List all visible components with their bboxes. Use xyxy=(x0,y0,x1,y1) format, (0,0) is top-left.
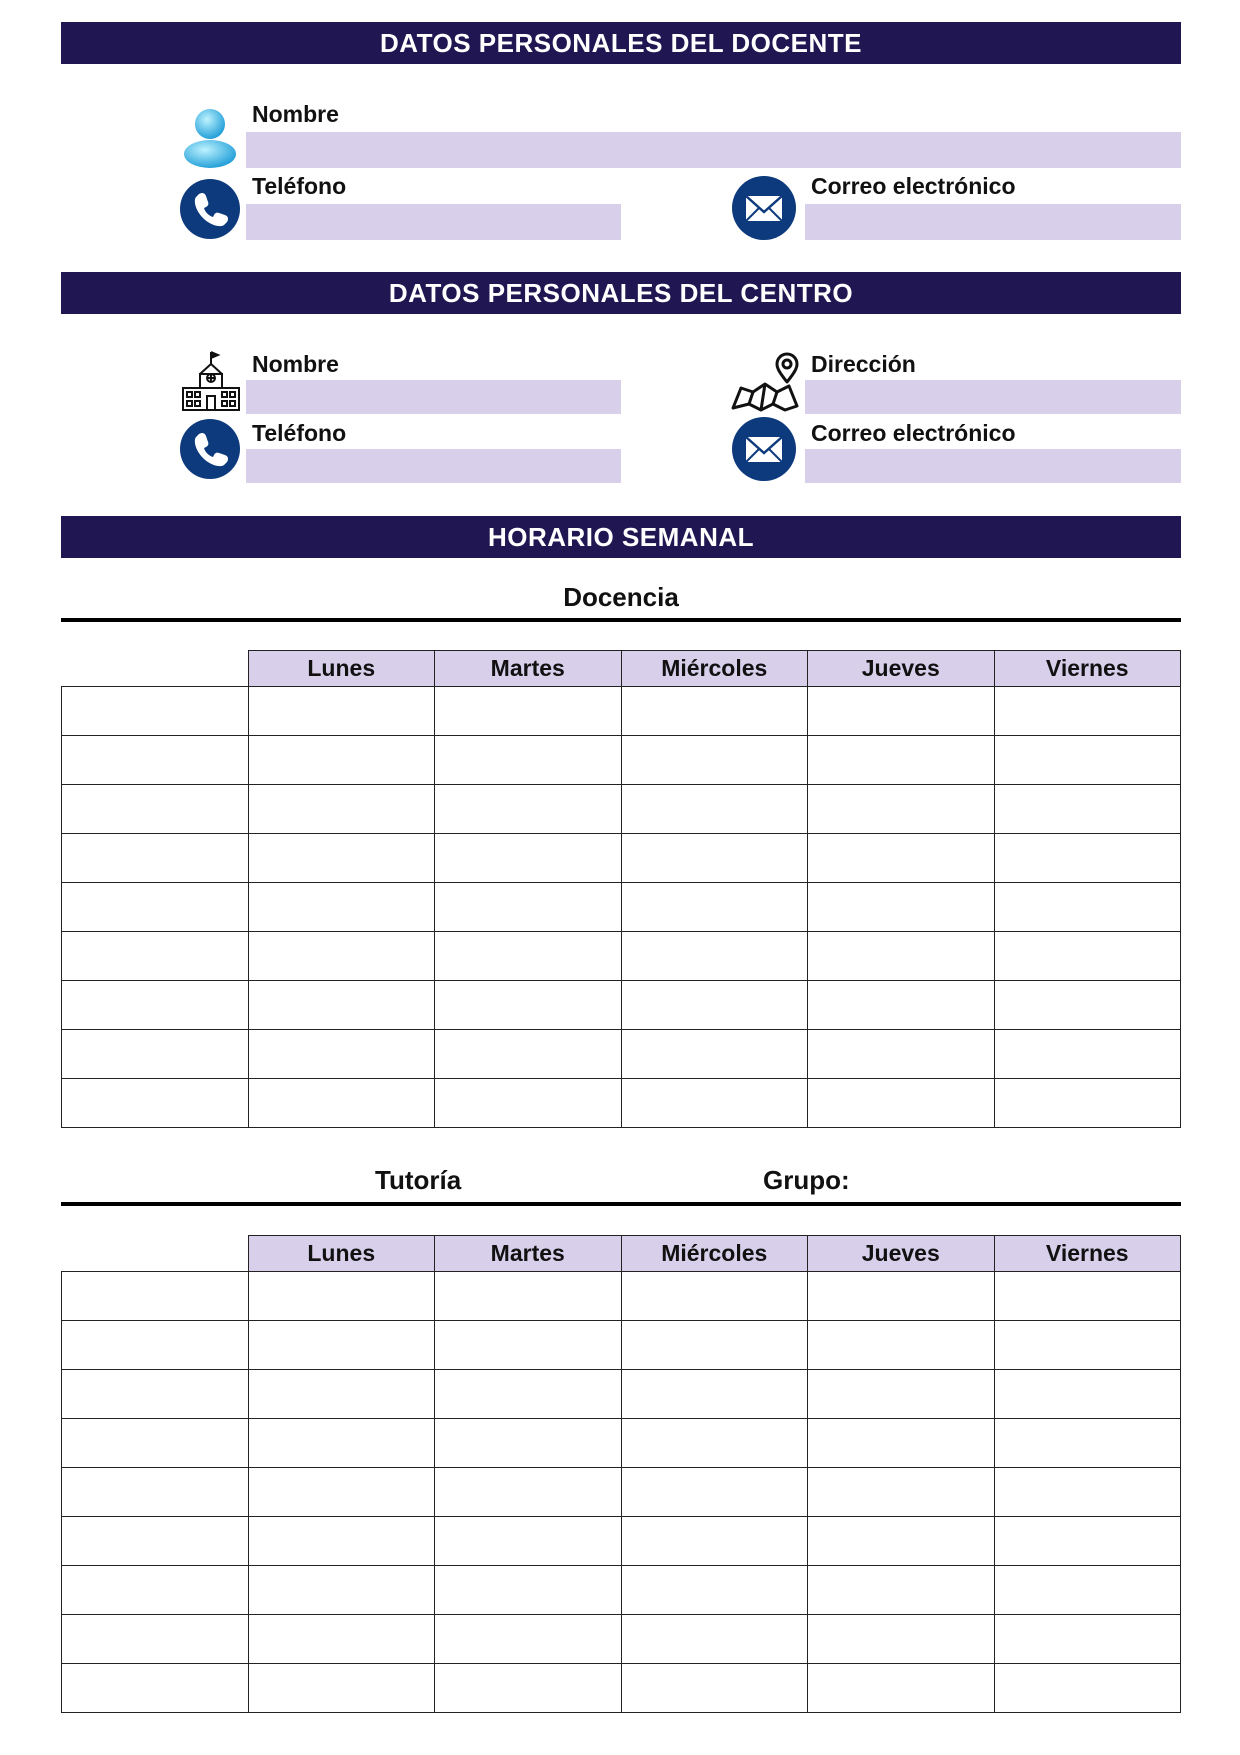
docente-correo-label: Correo electrónico xyxy=(811,173,1016,199)
table-row xyxy=(62,883,1181,932)
schedule-cell[interactable] xyxy=(435,1079,622,1128)
schedule-cell[interactable] xyxy=(435,1321,622,1370)
schedule-cell[interactable] xyxy=(248,1468,435,1517)
schedule-cell[interactable] xyxy=(621,1468,808,1517)
schedule-cell[interactable] xyxy=(994,1664,1181,1713)
schedule-cell[interactable] xyxy=(994,736,1181,785)
docente-telefono-label: Teléfono xyxy=(252,173,347,199)
envelope-icon xyxy=(731,416,797,482)
schedule-cell[interactable] xyxy=(248,1079,435,1128)
schedule-cell[interactable] xyxy=(621,1079,808,1128)
day-header: Martes xyxy=(435,1236,622,1272)
school-building-icon xyxy=(180,350,242,412)
schedule-cell[interactable] xyxy=(808,785,995,834)
schedule-cell[interactable] xyxy=(808,1370,995,1419)
schedule-cell[interactable] xyxy=(808,1664,995,1713)
schedule-cell[interactable] xyxy=(994,1615,1181,1664)
table-row xyxy=(62,1419,1181,1468)
schedule-cell[interactable] xyxy=(808,687,995,736)
day-header: Viernes xyxy=(994,651,1181,687)
schedule-cell[interactable] xyxy=(808,1272,995,1321)
schedule-cell[interactable] xyxy=(435,1419,622,1468)
tutoria-header-row xyxy=(62,1236,1181,1272)
schedule-cell[interactable] xyxy=(994,981,1181,1030)
schedule-cell[interactable] xyxy=(248,1566,435,1615)
time-slot-cell[interactable] xyxy=(62,1615,249,1664)
schedule-cell[interactable] xyxy=(808,1566,995,1615)
schedule-cell[interactable] xyxy=(248,883,435,932)
day-header: Lunes xyxy=(248,1236,435,1272)
day-header: Miércoles xyxy=(621,651,808,687)
schedule-cell[interactable] xyxy=(994,1272,1181,1321)
schedule-cell[interactable] xyxy=(248,1615,435,1664)
table-row xyxy=(62,981,1181,1030)
docente-section-header: DATOS PERSONALES DEL DOCENTE xyxy=(61,22,1181,64)
schedule-cell[interactable] xyxy=(621,883,808,932)
table-row xyxy=(62,785,1181,834)
schedule-cell[interactable] xyxy=(621,1370,808,1419)
time-slot-cell[interactable] xyxy=(62,687,249,736)
corner-cell xyxy=(62,1236,249,1272)
schedule-cell[interactable] xyxy=(248,736,435,785)
tutoria-body xyxy=(62,1272,1181,1713)
schedule-cell[interactable] xyxy=(808,1615,995,1664)
table-row xyxy=(62,1566,1181,1615)
schedule-cell[interactable] xyxy=(621,834,808,883)
schedule-cell[interactable] xyxy=(435,687,622,736)
docente-correo-field[interactable] xyxy=(805,204,1181,240)
schedule-cell[interactable] xyxy=(808,1321,995,1370)
time-slot-cell[interactable] xyxy=(62,1272,249,1321)
time-slot-cell[interactable] xyxy=(62,932,249,981)
table-row xyxy=(62,736,1181,785)
table-row xyxy=(62,834,1181,883)
schedule-cell[interactable] xyxy=(621,932,808,981)
table-row xyxy=(62,1615,1181,1664)
time-slot-cell[interactable] xyxy=(62,1419,249,1468)
centro-correo-field[interactable] xyxy=(805,449,1181,483)
time-slot-cell[interactable] xyxy=(62,834,249,883)
schedule-cell[interactable] xyxy=(621,1321,808,1370)
schedule-cell[interactable] xyxy=(808,981,995,1030)
time-slot-cell[interactable] xyxy=(62,785,249,834)
centro-direccion-label: Dirección xyxy=(811,351,916,377)
tutoria-schedule-table xyxy=(61,1235,1181,1713)
schedule-cell[interactable] xyxy=(621,1664,808,1713)
schedule-cell[interactable] xyxy=(621,1517,808,1566)
schedule-cell[interactable] xyxy=(248,687,435,736)
schedule-cell[interactable] xyxy=(248,1664,435,1713)
schedule-cell[interactable] xyxy=(435,1370,622,1419)
day-header: Jueves xyxy=(808,1236,995,1272)
schedule-cell[interactable] xyxy=(435,981,622,1030)
day-header: Miércoles xyxy=(621,1236,808,1272)
schedule-cell[interactable] xyxy=(248,1030,435,1079)
docente-nombre-label: Nombre xyxy=(252,101,339,127)
docencia-rule xyxy=(61,618,1181,622)
table-row xyxy=(62,1321,1181,1370)
time-slot-cell[interactable] xyxy=(62,1321,249,1370)
day-header: Viernes xyxy=(994,1236,1181,1272)
corner-cell xyxy=(62,651,249,687)
tutoria-title: Tutoría xyxy=(375,1165,462,1195)
schedule-cell[interactable] xyxy=(808,883,995,932)
schedule-cell[interactable] xyxy=(994,1030,1181,1079)
schedule-cell[interactable] xyxy=(435,834,622,883)
horario-section-header: HORARIO SEMANAL xyxy=(61,516,1181,558)
schedule-cell[interactable] xyxy=(621,1566,808,1615)
schedule-cell[interactable] xyxy=(435,932,622,981)
schedule-cell[interactable] xyxy=(808,736,995,785)
table-row xyxy=(62,1030,1181,1079)
schedule-cell[interactable] xyxy=(621,1272,808,1321)
centro-telefono-field[interactable] xyxy=(246,449,621,483)
centro-nombre-label: Nombre xyxy=(252,351,339,377)
schedule-cell[interactable] xyxy=(621,736,808,785)
phone-icon xyxy=(179,178,241,240)
map-pin-icon xyxy=(731,352,799,412)
schedule-cell[interactable] xyxy=(248,1370,435,1419)
schedule-cell[interactable] xyxy=(248,1321,435,1370)
schedule-cell[interactable] xyxy=(248,1419,435,1468)
table-row xyxy=(62,1272,1181,1321)
time-slot-cell[interactable] xyxy=(62,1664,249,1713)
centro-direccion-field[interactable] xyxy=(805,380,1181,414)
schedule-cell[interactable] xyxy=(808,1517,995,1566)
centro-nombre-field[interactable] xyxy=(246,380,621,414)
schedule-cell[interactable] xyxy=(994,1419,1181,1468)
centro-correo-label: Correo electrónico xyxy=(811,420,1016,446)
schedule-cell[interactable] xyxy=(808,932,995,981)
schedule-cell[interactable] xyxy=(994,1079,1181,1128)
table-row xyxy=(62,1370,1181,1419)
schedule-cell[interactable] xyxy=(994,1321,1181,1370)
time-slot-cell[interactable] xyxy=(62,1079,249,1128)
user-icon xyxy=(180,104,240,168)
schedule-cell[interactable] xyxy=(994,1468,1181,1517)
schedule-cell[interactable] xyxy=(994,1517,1181,1566)
phone-icon xyxy=(179,418,241,480)
table-row xyxy=(62,1517,1181,1566)
time-slot-cell[interactable] xyxy=(62,1468,249,1517)
schedule-cell[interactable] xyxy=(994,883,1181,932)
day-header: Lunes xyxy=(248,651,435,687)
schedule-cell[interactable] xyxy=(808,1468,995,1517)
docencia-header-row xyxy=(62,651,1181,687)
docente-telefono-field[interactable] xyxy=(246,204,621,240)
docente-nombre-field[interactable] xyxy=(246,132,1181,168)
centro-telefono-label: Teléfono xyxy=(252,420,347,446)
tutoria-rule xyxy=(61,1202,1181,1206)
schedule-cell[interactable] xyxy=(621,687,808,736)
schedule-cell[interactable] xyxy=(808,1030,995,1079)
schedule-cell[interactable] xyxy=(435,1468,622,1517)
schedule-cell[interactable] xyxy=(435,1272,622,1321)
table-row xyxy=(62,687,1181,736)
schedule-cell[interactable] xyxy=(621,1030,808,1079)
schedule-cell[interactable] xyxy=(808,1419,995,1468)
grupo-label: Grupo: xyxy=(763,1165,850,1195)
schedule-cell[interactable] xyxy=(621,785,808,834)
schedule-cell[interactable] xyxy=(994,785,1181,834)
day-header: Jueves xyxy=(808,651,995,687)
table-row xyxy=(62,932,1181,981)
schedule-cell[interactable] xyxy=(435,785,622,834)
centro-section-header: DATOS PERSONALES DEL CENTRO xyxy=(61,272,1181,314)
schedule-cell[interactable] xyxy=(994,834,1181,883)
day-header: Martes xyxy=(435,651,622,687)
schedule-cell[interactable] xyxy=(435,1566,622,1615)
schedule-cell[interactable] xyxy=(621,981,808,1030)
schedule-cell[interactable] xyxy=(248,932,435,981)
envelope-icon xyxy=(731,175,797,241)
schedule-cell[interactable] xyxy=(435,736,622,785)
schedule-cell[interactable] xyxy=(248,1517,435,1566)
schedule-cell[interactable] xyxy=(808,834,995,883)
table-row xyxy=(62,1079,1181,1128)
schedule-cell[interactable] xyxy=(248,981,435,1030)
table-row xyxy=(62,1664,1181,1713)
schedule-cell[interactable] xyxy=(435,1664,622,1713)
time-slot-cell[interactable] xyxy=(62,883,249,932)
schedule-cell[interactable] xyxy=(435,1615,622,1664)
time-slot-cell[interactable] xyxy=(62,1030,249,1079)
schedule-cell[interactable] xyxy=(435,1030,622,1079)
schedule-cell[interactable] xyxy=(435,1517,622,1566)
schedule-cell[interactable] xyxy=(248,834,435,883)
time-slot-cell[interactable] xyxy=(62,1566,249,1615)
docencia-schedule-table xyxy=(61,650,1181,1128)
time-slot-cell[interactable] xyxy=(62,1517,249,1566)
table-row xyxy=(62,1468,1181,1517)
time-slot-cell[interactable] xyxy=(62,981,249,1030)
schedule-cell[interactable] xyxy=(994,1566,1181,1615)
schedule-cell[interactable] xyxy=(808,1079,995,1128)
schedule-cell[interactable] xyxy=(435,883,622,932)
docencia-body xyxy=(62,687,1181,1128)
schedule-cell[interactable] xyxy=(248,785,435,834)
schedule-cell[interactable] xyxy=(248,1272,435,1321)
schedule-cell[interactable] xyxy=(621,1419,808,1468)
docencia-title: Docencia xyxy=(563,582,679,612)
schedule-cell[interactable] xyxy=(994,932,1181,981)
schedule-cell[interactable] xyxy=(994,1370,1181,1419)
schedule-cell[interactable] xyxy=(621,1615,808,1664)
time-slot-cell[interactable] xyxy=(62,736,249,785)
time-slot-cell[interactable] xyxy=(62,1370,249,1419)
schedule-cell[interactable] xyxy=(994,687,1181,736)
